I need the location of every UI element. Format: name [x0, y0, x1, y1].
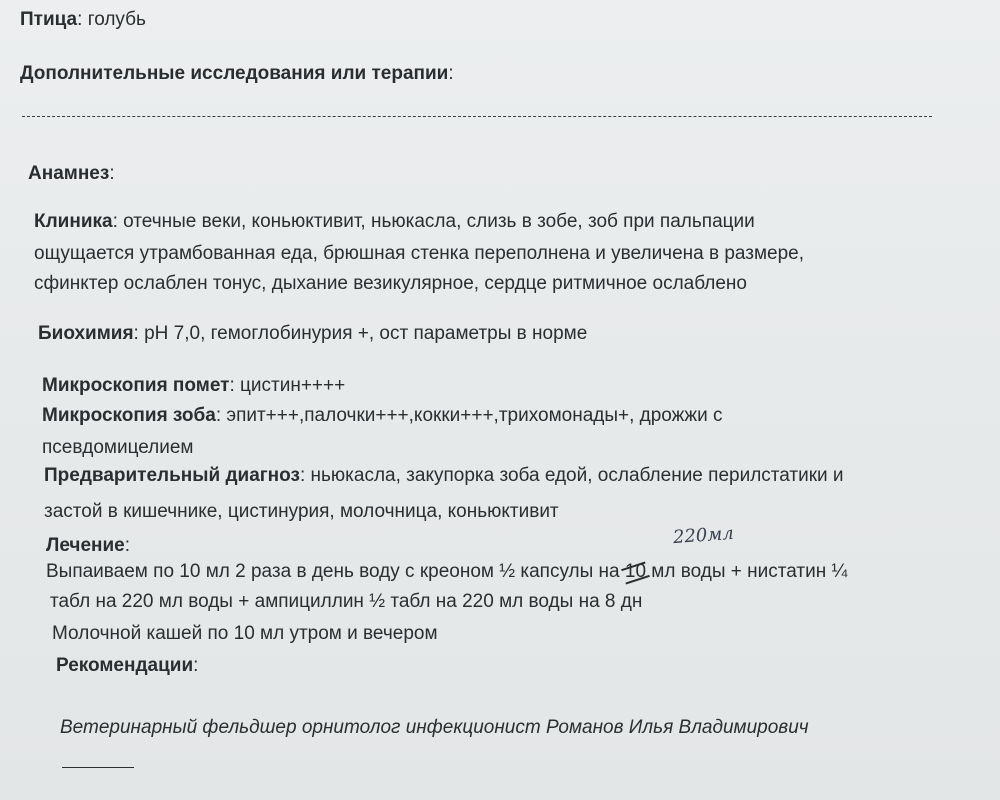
- biochem-field: Биохимия: рН 7,0, гемоглобинурия +, ост параметры в норме: [38, 323, 588, 344]
- handwritten-correction: 220мл: [672, 522, 735, 549]
- treatment-label: Лечение: [46, 535, 125, 556]
- clinic-label: Клиника: [34, 211, 113, 232]
- anamnesis-label: Анамнез: [28, 163, 110, 184]
- micro-feces-field: Микроскопия помет: цистин++++: [42, 375, 346, 396]
- struck-out-value: 10: [625, 561, 646, 582]
- diagnosis-text-2: застой в кишечнике, цистинурия, молочница, коньюктивит: [44, 501, 559, 522]
- diagnosis-line-2: [44, 500, 559, 524]
- bird-label: Птица: [20, 9, 78, 30]
- diagnosis-text-1: ньюкасла, закупорка зоба едой, ослабление перилстатики и: [310, 465, 844, 486]
- micro-crop-line-1: Микроскопия зоба: эпит+++,палочки+++,кокки+++,трихомонады+, дрожжи с: [42, 405, 723, 426]
- diagnosis-label: Предварительный диагноз: [44, 465, 300, 486]
- treatment-line-2: [50, 590, 642, 614]
- signature-line: [62, 767, 134, 768]
- treatment-text-2: табл на 220 мл воды + ампициллин ½ табл на 220 мл воды на 8 дн: [50, 591, 643, 612]
- micro-crop-line-2: [42, 436, 194, 460]
- biochem-value: рН 7,0, гемоглобинурия +, ост параметры в норме: [144, 323, 588, 344]
- treatment-line-3: [52, 622, 438, 646]
- treatment-line-1: [46, 560, 847, 584]
- micro-crop-text-2: псевдомицелием: [42, 437, 194, 458]
- micro-crop-label: Микроскопия зоба: [42, 405, 216, 426]
- treatment-text-3: Молочной кашей по 10 мл утром и вечером: [52, 623, 438, 644]
- micro-feces-value: цистин++++: [240, 375, 346, 396]
- dashed-separator: [22, 116, 932, 117]
- treatment-field: Лечение:: [46, 535, 131, 556]
- treatment-text-1a: Выпаиваем по 10 мл 2 раза в день воду с креоном ½ капсулы на: [46, 561, 625, 582]
- recommendations-label: Рекомендации: [56, 655, 194, 676]
- clinic-line-1: Клиника: отечные веки, коньюктивит, ньюкасла, слизь в зобе, зоб при пальпации: [34, 211, 755, 232]
- micro-crop-text-1: эпит+++,палочки+++,кокки+++,трихомонады+, дрожжи с: [226, 405, 723, 426]
- micro-feces-label: Микроскопия помет: [42, 375, 230, 396]
- clinic-text-3: сфинктер ослаблен тонус, дыхание везикулярное, сердце ритмичное ослаблено: [34, 273, 747, 294]
- clinic-line-3: [34, 272, 747, 296]
- clinic-text-2: ощущается утрамбованная еда, брюшная стенка переполнена и увеличена в размере,: [34, 243, 805, 264]
- clinic-line-2: [34, 242, 804, 266]
- biochem-label: Биохимия: [38, 323, 134, 344]
- signature-text: Ветеринарный фельдшер орнитолог инфекционист Романов Илья Владимирович: [60, 717, 809, 738]
- bird-value: голубь: [87, 9, 146, 30]
- anamnesis-field: Анамнез:: [28, 163, 115, 184]
- additional-label: Дополнительные исследования или терапии: [20, 63, 449, 84]
- recommendations-field: Рекомендации:: [56, 655, 199, 676]
- diagnosis-line-1: Предварительный диагноз: ньюкасла, закупорка зоба едой, ослабление перилстатики и: [44, 465, 844, 486]
- treatment-text-1b: мл воды + нистатин ¼: [646, 561, 848, 582]
- additional-field: Дополнительные исследования или терапии:: [20, 63, 454, 84]
- bird-field: Птица: голубь: [20, 9, 146, 30]
- clinic-text-1: отечные веки, коньюктивит, ньюкасла, слизь в зобе, зоб при пальпации: [123, 211, 755, 232]
